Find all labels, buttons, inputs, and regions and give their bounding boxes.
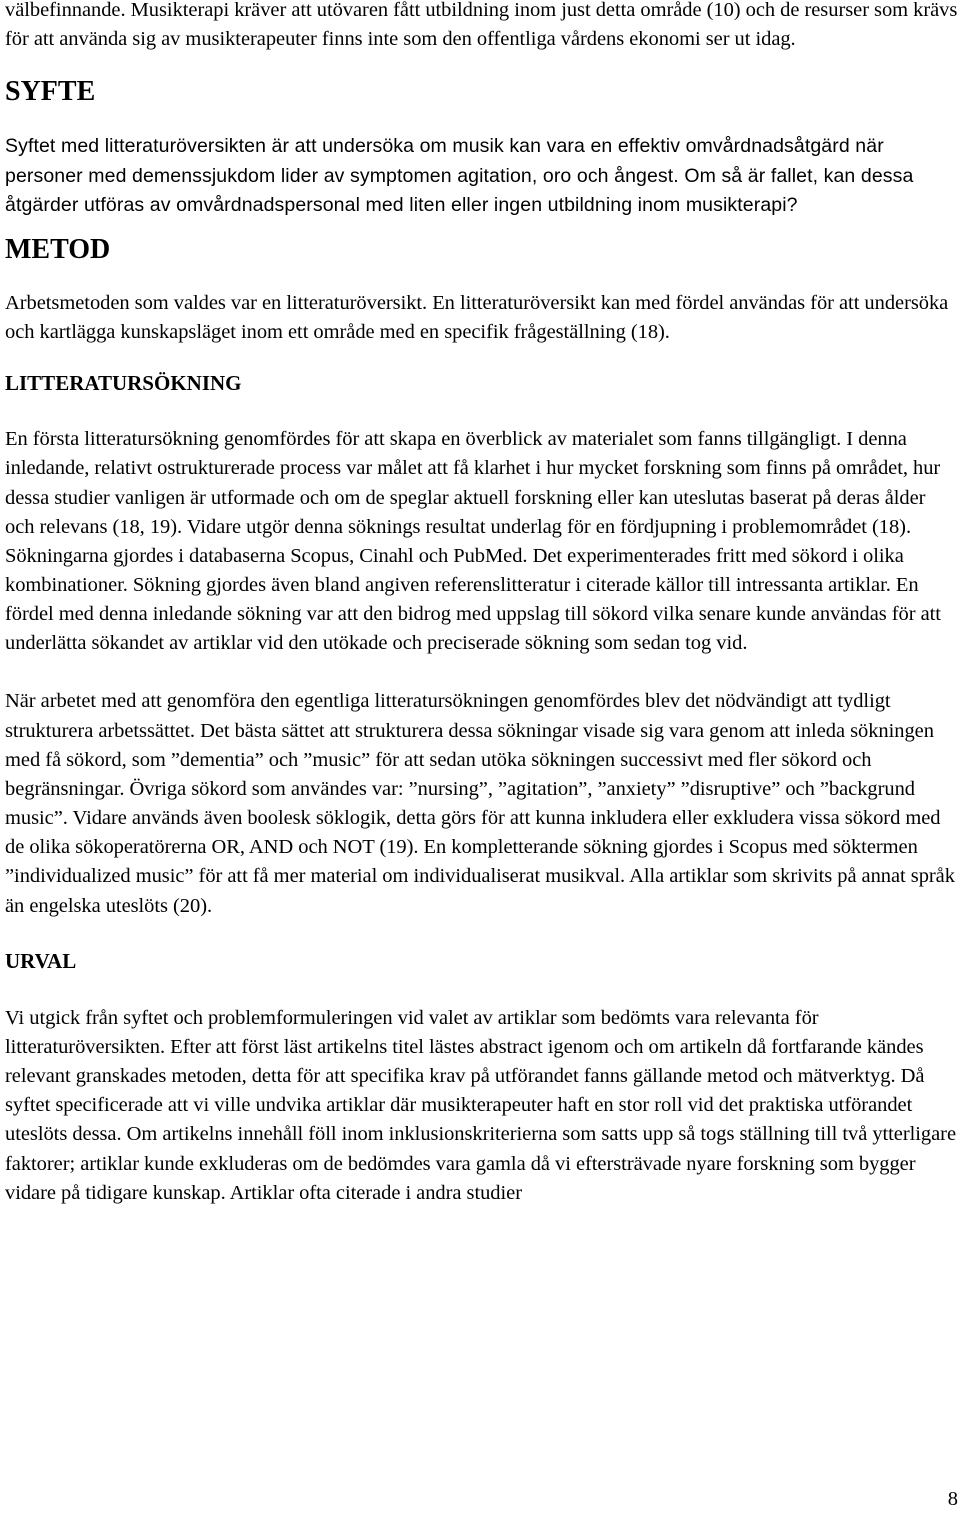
litteratursokning-paragraph-1: En första litteratursökning genomfördes för att skapa en överblick av materialet som fanns tillgängligt. I denna inledande, relativt ostrukturerade process var målet att få klarhet i hur mycket forskning som finns på området, hur dessa studier vanligen är utformade och om de speglar aktuell forskning eller kan uteslutas baserat på deras ålder och relevans (18, 19). Vidare utgör denna söknings resultat underlag för en fördjupning i problemområdet (18). Sökningarna gjordes i databaserna Scopus, Cinahl och PubMed. Det experimenterades fritt med sökord i olika kombinationer. Sökning gjordes även bland angiven referenslitteratur i citerade källor till intressanta artiklar. En fördel med denna inledande sökning var att den bidrog med uppslag till sökord vilka senare kunde användas för att underlätta sökandet av artiklar vid den utökade och preciserade sökning som sedan tog vid. [5,428,941,655]
section-heading-metod: METOD [5,233,111,265]
litteratursokning-paragraph-2: När arbetet med att genomföra den egentliga litteratursökningen genomfördes blev det nödvändigt att tydligt strukturera arbetssättet. Det bästa sättet att strukturera dessa sökningar visade sig vara genom att inleda sökningen med få sökord, som ”dementia” och ”music” för att sedan utöka sökningen successivt med fler sökord och begränsningar. Övriga sökord som användes var: ”nursing”, ”agitation”, ”anxiety” ”disruptive” och ”backgrund music”. Vidare används även boolesk söklogik, detta görs för att kunna inkludera eller exkludera vissa sökord med de olika sökoperatörerna OR, AND och NOT (19). En kompletterande sökning gjordes i Scopus med söktermen ”individualized music” för att få mer material om individualiserat musikval. Alla artiklar som skrivits på annat språk än engelska uteslöts (20). [5,690,955,917]
urval-paragraph: Vi utgick från syftet och problemformuleringen vid valet av artiklar som bedömts vara relevanta för litteraturöversikten. Efter att först läst artikelns titel lästes abstract igenom och om artikeln då fortfarande kändes relevant granskades metoden, detta för att specifika krav på utförandet fanns gällande metod och mätverktyg. Då syftet specificerade att vi ville undvika artiklar där musikterapeuter haft en stor roll vid det praktiska utförandet uteslöts dessa. Om artikelns innehåll föll inom inklusionskriterierna som satts upp så togs ställning till två ytterligare faktorer; artiklar kunde exkluderas om de bedömdes vara gamla då vi eftersträvade nyare forskning som bygger vidare på tidigare kunskap. Artiklar ofta citerade i andra studier [5,1006,956,1204]
metod-paragraph: Arbetsmetoden som valdes var en litteraturöversikt. En litteraturöversikt kan med fördel användas för att undersöka och kartlägga kunskapsläget inom ett område med en specifik frågeställning (18). [5,291,949,344]
section-heading-syfte: SYFTE [5,76,96,108]
syfte-paragraph: Syftet med litteraturöversikten är att undersöka om musik kan vara en effektiv omvårdnadsåtgärd när personer med demenssjukdom lider av symptomen agitation, oro och ångest. Om så är fallet, kan dessa åtgärder utföras av omvårdnadspersonal med liten eller ingen utbildning inom musikterapi? [5,135,914,216]
page-number: 8 [947,1488,958,1510]
section-heading-urval: URVAL [5,948,77,973]
intro-paragraph: välbefinnande. Musikterapi kräver att utövaren fått utbildning inom just detta område (10) och de resurser som krävs för att använda sig av musikterapeuter finns inte som den offentliga vårdens ekonomi ser ut idag. [5,0,958,51]
document-page [5,0,958,1208]
section-heading-litteratursokning: LITTERATURSÖKNING [5,371,242,396]
